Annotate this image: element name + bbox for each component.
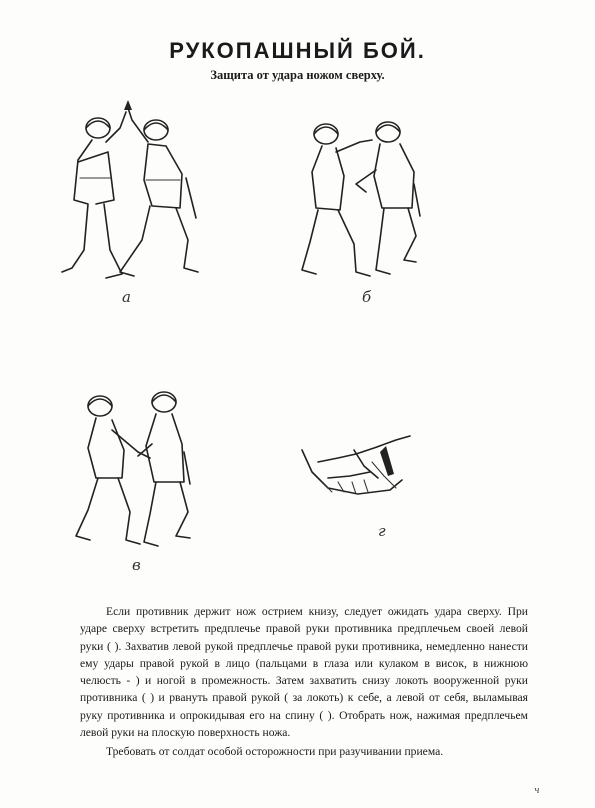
figure-d-label: г bbox=[378, 522, 386, 540]
figure-b-label: б bbox=[362, 288, 372, 306]
body-text bbox=[80, 603, 528, 761]
body-paragraph-1: Если противник держит нож острием книзу, следует ожидать удара сверху. При ударе сверху встретить предплечье правой руки противника предплечьем своей левой руки ( ). Захватив левой рукой предплечье правой руки противника, немедленно нанести ему удары правой рукой в лицо (пальцами в глаза или кулаком в висок, в нижнюю челюсть - ) и ногой в промежность. Затем захватить снизу локоть вооруженной руки противника ( ) и рвануть правой рукой ( за локоть) к себе, а левой от себя, выламывая руку противника и опрокидывая его на спину ( ). Отобрать нож, нажимая предплечьем левой руки на плоскую поверхность ножа. bbox=[80, 605, 528, 740]
page-subtitle: Защита от удара ножом сверху. bbox=[210, 68, 385, 82]
body-paragraph-2: Требовать от солдат особой осторожности при разучивании приема. bbox=[106, 745, 444, 759]
figure-d bbox=[298, 432, 418, 512]
page-title: РУКОПАШНЫЙ БОЙ. bbox=[169, 38, 426, 63]
corner-mark: ч bbox=[534, 786, 540, 796]
figure-c bbox=[66, 386, 206, 556]
figure-b bbox=[296, 112, 436, 292]
figure-c-label: в bbox=[132, 556, 141, 574]
two-soldiers-grapple-icon bbox=[66, 386, 206, 556]
two-soldiers-arm-lock-icon bbox=[296, 112, 436, 292]
figure-a-label: а bbox=[122, 288, 131, 306]
two-soldiers-knife-raised-icon bbox=[48, 100, 218, 290]
figure-a bbox=[48, 100, 218, 290]
hands-knife-disarm-icon bbox=[298, 432, 418, 512]
